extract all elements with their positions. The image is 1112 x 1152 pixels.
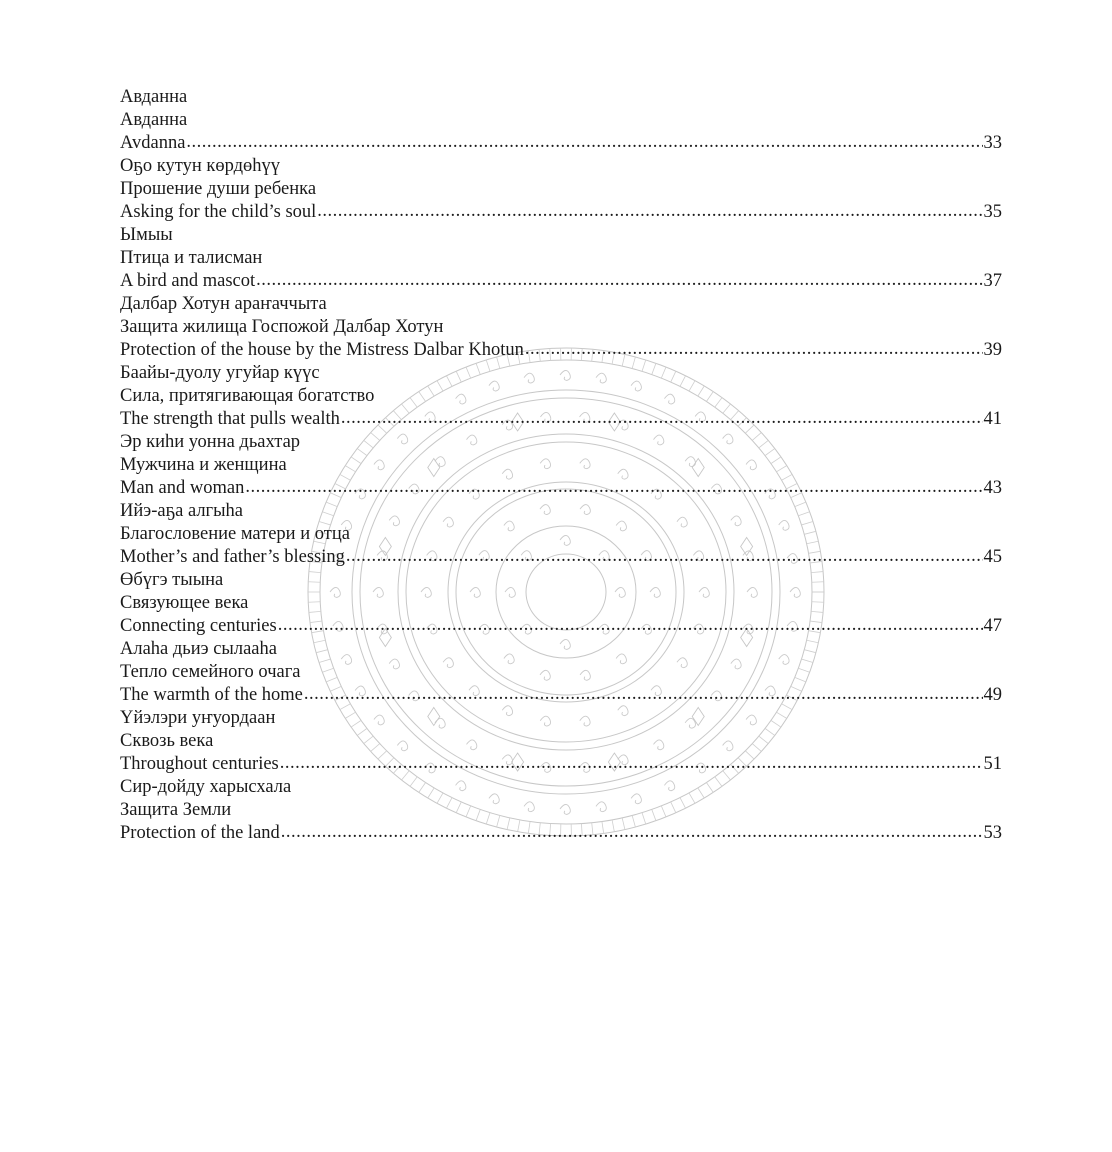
dot-leader [281,821,983,844]
dot-leader [341,407,983,430]
toc-page-number: 43 [983,478,1002,498]
toc-title-sakha: Өбүгэ тыына [120,570,224,590]
toc-page-number: 49 [983,685,1002,705]
toc-page-number: 41 [983,409,1002,429]
toc-title-english: The warmth of the home [120,685,303,705]
toc-title-english: A bird and mascot [120,271,256,291]
toc-title-sakha: Сир-дойду харысхала [120,777,292,797]
toc-line-english[interactable] [120,201,1002,224]
toc-entry [120,431,1002,500]
toc-line-english[interactable] [120,339,1002,362]
toc-line-english[interactable] [120,615,1002,638]
dot-leader [317,200,982,223]
toc-title-russian: Мужчина и женщина [120,455,287,475]
toc-entry [120,776,1002,845]
toc-page-number: 33 [983,133,1002,153]
toc-line-english[interactable] [120,408,1002,431]
toc-title-sakha: Алаһа дьиэ сылааһа [120,639,277,659]
toc-entry [120,569,1002,638]
dot-leader [346,545,983,568]
toc-title-russian: Птица и талисман [120,248,263,268]
toc-entry [120,293,1002,362]
toc-page-number: 53 [983,823,1002,843]
toc-title-sakha: Оҕо кутун көрдөһүү [120,156,281,176]
toc-title-russian: Прошение души ребенка [120,179,317,199]
toc-line-english[interactable] [120,822,1002,845]
toc-title-russian: Авданна [120,110,188,130]
toc-title-russian: Благословение матери и отца [120,524,350,544]
toc-title-sakha: Үйэлэри уҥуордаан [120,708,276,728]
toc-title-english: The strength that pulls wealth [120,409,340,429]
toc-title-sakha: Баайы-дуолу угуйар күүс [120,363,320,383]
toc-title-english: Mother’s and father’s blessing [120,547,345,567]
toc-title-russian: Тепло семейного очага [120,662,301,682]
dot-leader [304,683,983,706]
dot-leader [186,131,982,154]
toc-entry [120,500,1002,569]
toc-entry [120,155,1002,224]
toc-page-number: 35 [983,202,1002,222]
toc-line-english[interactable] [120,546,1002,569]
dot-leader [256,269,982,292]
toc-title-english: Connecting centuries [120,616,277,636]
toc-title-russian: Сила, притягивающая богатство [120,386,375,406]
toc-title-sakha: Авданна [120,87,188,107]
toc-title-sakha: Эр киһи уонна дьахтар [120,432,301,452]
dot-leader [280,752,983,775]
toc-entry [120,224,1002,293]
toc-title-sakha: Ийэ-аҕа алгыһа [120,501,244,521]
dot-leader [245,476,982,499]
toc-title-english: Man and woman [120,478,245,498]
toc-title-russian: Связующее века [120,593,249,613]
toc-entry [120,707,1002,776]
toc-line-english[interactable] [120,270,1002,293]
toc-page-number: 45 [983,547,1002,567]
toc-entry [120,86,1002,155]
dot-leader [525,338,983,361]
toc-title-english: Protection of the house by the Mistress Dalbar Khotun [120,340,524,360]
toc-page-number: 37 [983,271,1002,291]
toc-page-number: 47 [983,616,1002,636]
toc-title-english: Asking for the child’s soul [120,202,317,222]
toc-line-english[interactable] [120,477,1002,500]
toc-page-number: 51 [983,754,1002,774]
toc-title-russian: Защита Земли [120,800,232,820]
toc-page-number: 39 [983,340,1002,360]
toc-title-russian: Сквозь века [120,731,214,751]
toc-title-english: Avdanna [120,133,186,153]
toc-entry [120,638,1002,707]
toc-line-english[interactable] [120,684,1002,707]
toc-entry [120,362,1002,431]
toc-title-sakha: Далбар Хотун араҥаччыта [120,294,327,314]
toc-title-russian: Защита жилища Госпожой Далбар Хотун [120,317,444,337]
toc-title-english: Protection of the land [120,823,280,843]
dot-leader [278,614,983,637]
toc-line-english[interactable] [120,132,1002,155]
toc-line-english[interactable] [120,753,1002,776]
table-of-contents [120,86,1002,845]
toc-title-english: Throughout centuries [120,754,279,774]
toc-title-sakha: Ымыы [120,225,173,245]
